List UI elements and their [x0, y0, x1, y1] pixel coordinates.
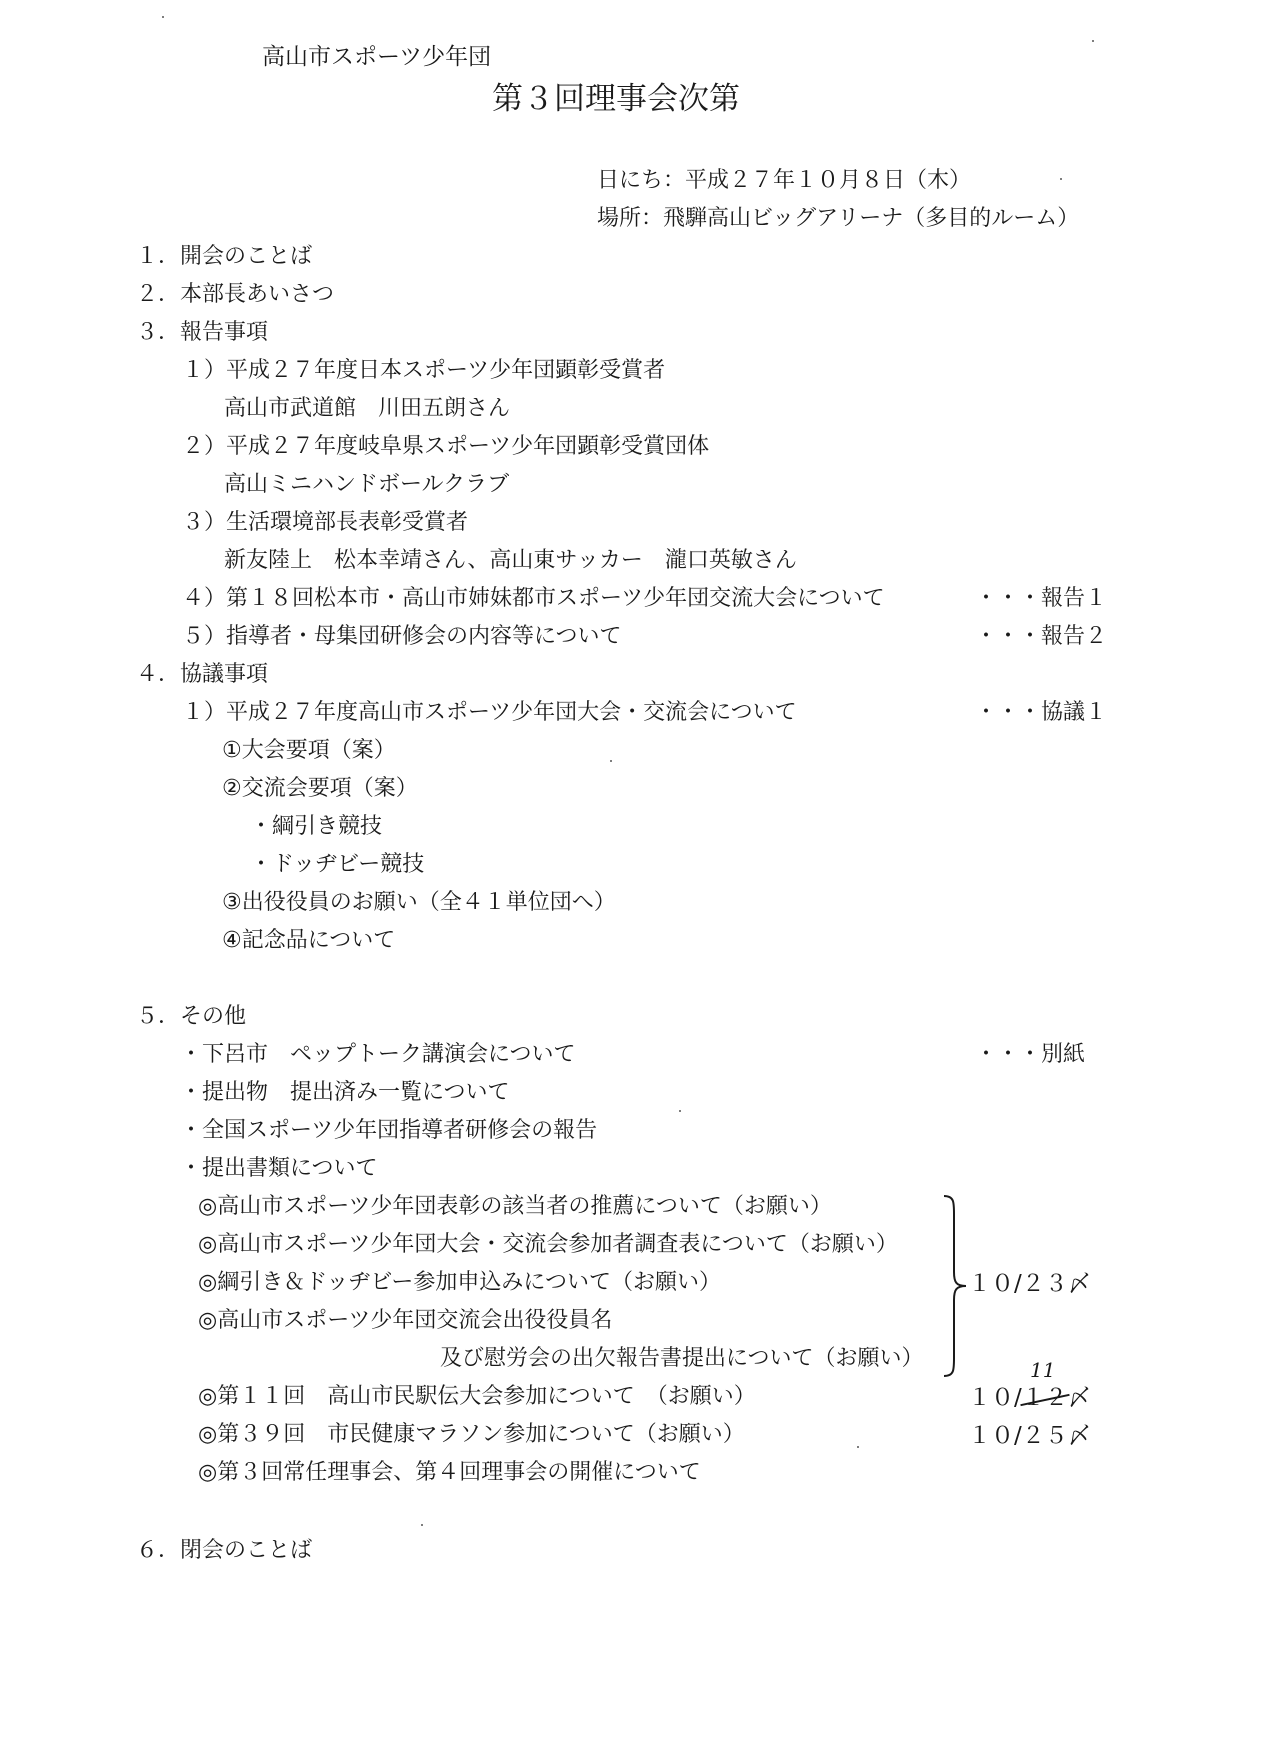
- scan-speck: [857, 1446, 859, 1448]
- scan-speck: [162, 16, 164, 18]
- other-4: ・提出書類について: [180, 1156, 378, 1181]
- scan-speck: [610, 760, 612, 762]
- discussion-1-b: ②交流会要項（案）: [222, 776, 418, 801]
- submission-1: ◎高山市スポーツ少年団表彰の該当者の推薦について（お願い）: [198, 1194, 832, 1219]
- report-3: ３）生活環境部長表彰受賞者: [182, 510, 469, 535]
- scan-speck: [1092, 40, 1094, 42]
- scan-speck: [1060, 178, 1062, 180]
- deadline-prefix: １０/: [968, 1385, 1022, 1411]
- discussion-1-a: ①大会要項（案）: [222, 738, 396, 763]
- report-5: ５）指導者・母集団研修会の内容等について: [182, 624, 622, 649]
- report-2-detail: 高山ミニハンドボールクラブ: [224, 472, 510, 497]
- other-3: ・全国スポーツ少年団指導者研修会の報告: [180, 1118, 598, 1143]
- discussion-1: １）平成２７年度高山市スポーツ少年団大会・交流会について: [182, 700, 797, 725]
- report-2: ２）平成２７年度岐阜県スポーツ少年団顕彰受賞団体: [182, 434, 710, 459]
- handwritten-correction: 11: [1030, 1358, 1056, 1382]
- discussion-1-reference: ・・・協議１: [975, 700, 1108, 725]
- agenda-item-2: ２．本部長あいさつ: [136, 282, 335, 307]
- brace-icon: [942, 1194, 968, 1378]
- discussion-1-b-1: ・綱引き競技: [250, 814, 383, 839]
- report-3-detail: 新友陸上 松本幸靖さん、高山東サッカー 瀧口英敏さん: [224, 548, 797, 573]
- discussion-1-c: ③出役役員のお願い（全４１単位団へ）: [222, 890, 616, 915]
- report-1: １）平成２７年度日本スポーツ少年団顕彰受賞者: [182, 358, 666, 383]
- agenda-item-5: ５．その他: [136, 1004, 247, 1029]
- submission-3: ◎綱引き＆ドッヂビー参加申込みについて（お願い）: [198, 1270, 721, 1295]
- submission-5: ◎第１１回 高山市民駅伝大会参加について （お願い）: [198, 1384, 756, 1409]
- discussion-1-d: ④記念品について: [222, 928, 396, 953]
- other-1-reference: ・・・別紙: [975, 1042, 1086, 1067]
- submission-2: ◎高山市スポーツ少年団大会・交流会参加者調査表について（お願い）: [198, 1232, 898, 1257]
- submission-6-deadline: １０/２５〆: [968, 1423, 1091, 1449]
- other-1: ・下呂市 ペップトーク講演会について: [180, 1042, 576, 1067]
- report-1-detail: 高山市武道館 川田五朗さん: [224, 396, 511, 421]
- report-5-reference: ・・・報告２: [975, 624, 1108, 649]
- submission-5-deadline: [968, 1387, 1091, 1410]
- report-4: ４）第１８回松本市・高山市姉妹都市スポーツ少年団交流大会について: [182, 586, 885, 611]
- agenda-item-3: ３．報告事項: [136, 320, 269, 345]
- scan-speck: [421, 1524, 423, 1526]
- agenda-item-6: ６．閉会のことば: [136, 1538, 313, 1563]
- submission-4: ◎高山市スポーツ少年団交流会出役役員名: [198, 1308, 613, 1333]
- agenda-item-4: ４．協議事項: [136, 662, 269, 687]
- report-4-reference: ・・・報告１: [975, 586, 1108, 611]
- submission-6: ◎第３９回 市民健康マラソン参加について（お願い）: [198, 1422, 745, 1447]
- struck-deadline: １２: [1021, 1385, 1068, 1411]
- organization-name: 高山市スポーツ少年団: [262, 44, 492, 70]
- meeting-place: 場所：飛騨高山ビッグアリーナ（多目的ルーム）: [597, 206, 1080, 231]
- submission-7: ◎第３回常任理事会、第４回理事会の開催について: [198, 1460, 701, 1485]
- group-deadline: １０/２３〆: [968, 1271, 1091, 1297]
- submission-4-continued: 及び慰労会の出欠報告書提出について（お願い）: [440, 1346, 924, 1371]
- deadline-suffix: 〆: [1067, 1385, 1091, 1411]
- other-2: ・提出物 提出済み一覧について: [180, 1080, 510, 1105]
- page-title: 第３回理事会次第: [492, 81, 740, 117]
- meeting-date: 日にち：平成２７年１０月８日（木）: [597, 168, 972, 193]
- discussion-1-b-2: ・ドッヂビー競技: [250, 852, 425, 877]
- scan-speck: [679, 1110, 681, 1112]
- agenda-item-1: １．開会のことば: [136, 244, 313, 269]
